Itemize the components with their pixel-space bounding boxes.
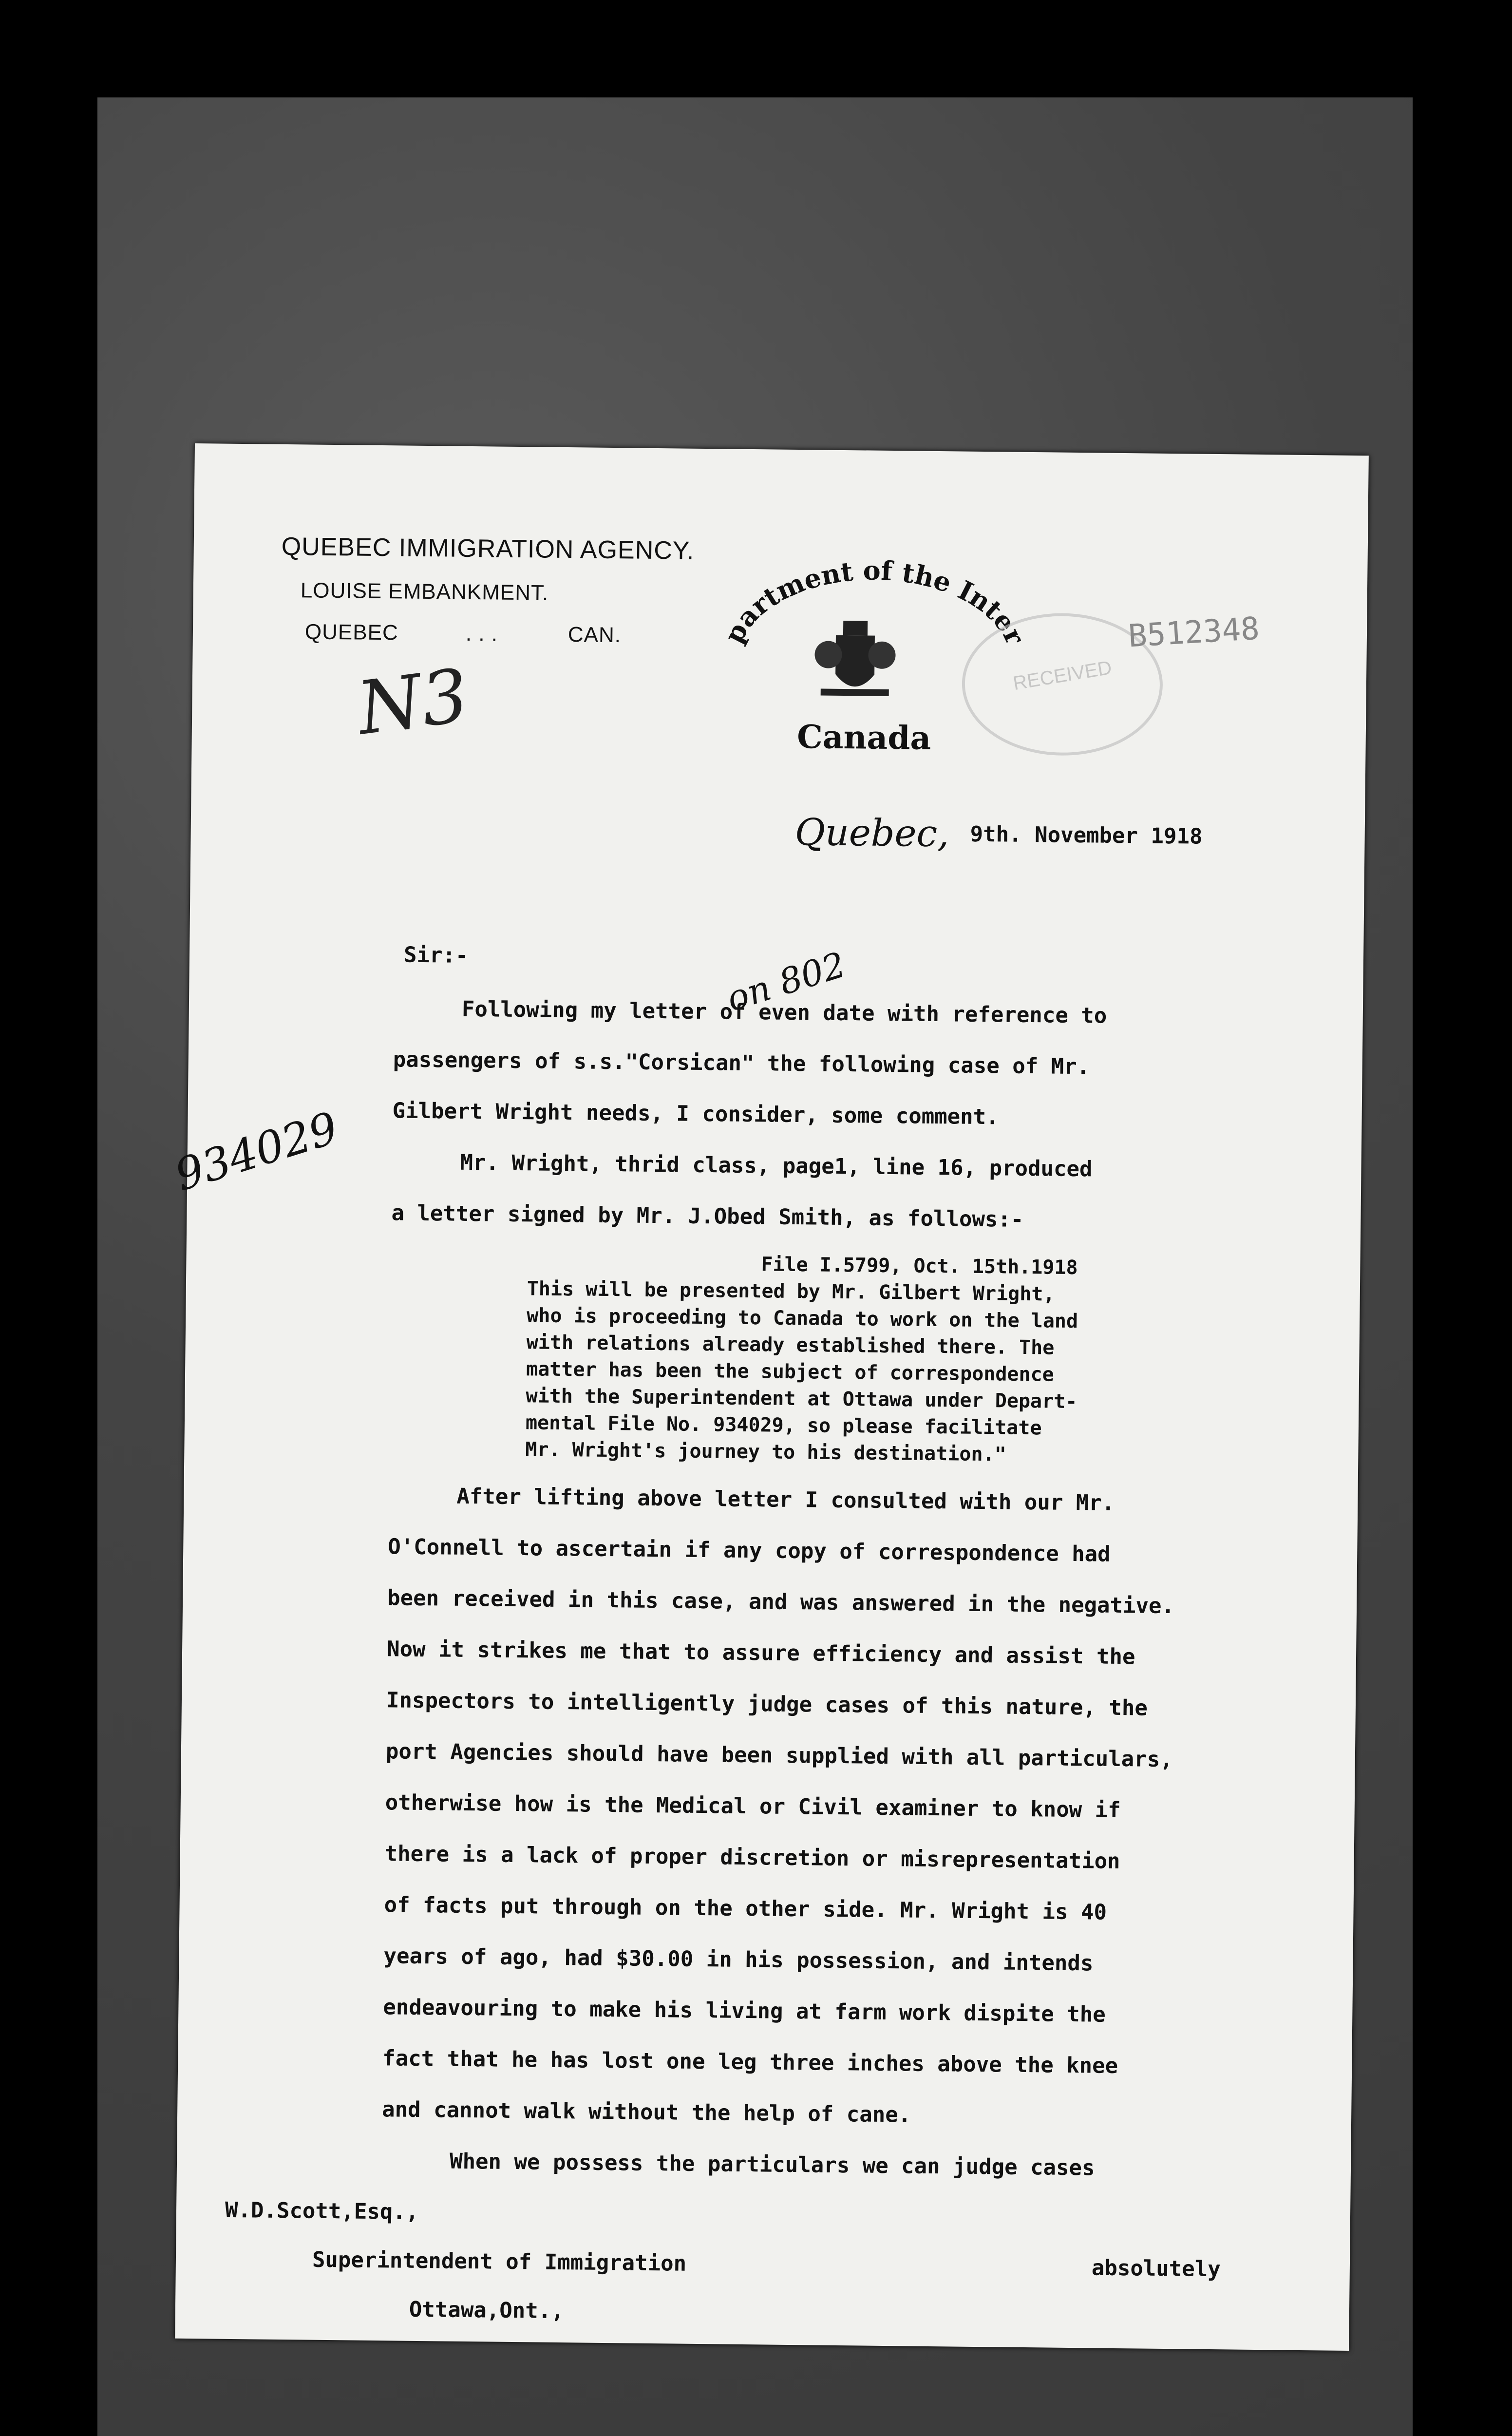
paragraph-line: Now it strikes me that to assure efficiency and assist the: [386, 1637, 1135, 1670]
paragraph-line: After lifting above letter I consulted with our Mr.: [456, 1484, 1115, 1516]
quote-line: mental File No. 934029, so please facilitate: [525, 1411, 1042, 1440]
paragraph-line: passengers of s.s."Corsican" the following case of Mr.: [393, 1047, 1090, 1080]
paragraph-line: port Agencies should have been supplied with all particulars,: [385, 1739, 1173, 1772]
salutation: Sir:-: [403, 942, 469, 968]
paragraph-line: fact that he has lost one leg three inches above the knee: [382, 2046, 1118, 2079]
paragraph-line: there is a lack of proper discretion or misrepresentation: [384, 1841, 1120, 1874]
quote-line: with relations already established there. The: [526, 1331, 1055, 1359]
paragraph-line: Inspectors to intelligently judge cases of this nature, the: [386, 1688, 1148, 1721]
agency-city: QUEBEC: [304, 620, 399, 645]
handwritten-file-number: 934029: [169, 1102, 344, 1201]
paragraph-line: otherwise how is the Medical or Civil examiner to know if: [385, 1790, 1121, 1823]
addressee-name: W.D.Scott,Esq.,: [225, 2197, 419, 2225]
agency-address: LOUISE EMBANKMENT.: [300, 578, 549, 605]
addressee-city: Ottawa,Ont.,: [409, 2297, 565, 2324]
paragraph-line: and cannot walk without the help of cane.: [381, 2097, 911, 2128]
quote-line: who is proceeding to Canada to work on the land: [527, 1304, 1078, 1333]
department-name: Department of the Interior: [718, 554, 1031, 649]
quote-line: Mr. Wright's journey to his destination.": [525, 1438, 1006, 1466]
quote-line: matter has been the subject of correspondence: [526, 1358, 1055, 1386]
handwritten-initials: N3: [353, 653, 473, 752]
agency-country: CAN.: [567, 623, 622, 647]
paragraph-line: a letter signed by Mr. J.Obed Smith, as follows:-: [391, 1200, 1024, 1232]
letter-date: 9th. November 1918: [970, 821, 1203, 849]
addressee-title: Superintendent of Immigration: [312, 2247, 687, 2276]
agency-dots: . . .: [465, 621, 498, 646]
quote-header: File I.5799, Oct. 15th.1918: [761, 1253, 1078, 1279]
paragraph-line: Following my letter of even date with reference to: [461, 996, 1107, 1028]
letter-place: Quebec,: [794, 810, 949, 856]
received-stamp: RECEIVED: [961, 612, 1163, 757]
paragraph-line: Gilbert Wright needs, I consider, some comment.: [392, 1098, 999, 1130]
letter-sheet: [169, 443, 1369, 2351]
paragraph-line: Mr. Wright, thrid class, page1, line 16, produced: [460, 1150, 1093, 1182]
department-country: Canada: [796, 717, 931, 757]
quote-line: with the Superintendent at Ottawa under Depart-: [526, 1385, 1077, 1413]
paragraph-line: When we possess the particulars we can judge cases: [449, 2149, 1095, 2181]
paragraph-line: of facts put through on the other side. Mr. Wright is 40: [384, 1892, 1107, 1925]
paragraph-line: been received in this case, and was answered in the negative.: [387, 1585, 1175, 1619]
paragraph-line: endeavouring to make his living at farm work dispite the: [383, 1995, 1106, 2027]
handwritten-file-reference: on 802: [721, 944, 850, 1020]
quote-line: This will be presented by Mr. Gilbert Wright,: [527, 1277, 1055, 1306]
paragraph-line: O'Connell to ascertain if any copy of correspondence had: [388, 1534, 1111, 1567]
paragraph-line: years of ago, had $30.00 in his possession, and intends: [383, 1943, 1094, 1976]
agency-name: QUEBEC IMMIGRATION AGENCY.: [281, 532, 695, 565]
reference-stamp: B512348: [1127, 610, 1261, 655]
continuation-word: absolutely: [1091, 2255, 1221, 2282]
